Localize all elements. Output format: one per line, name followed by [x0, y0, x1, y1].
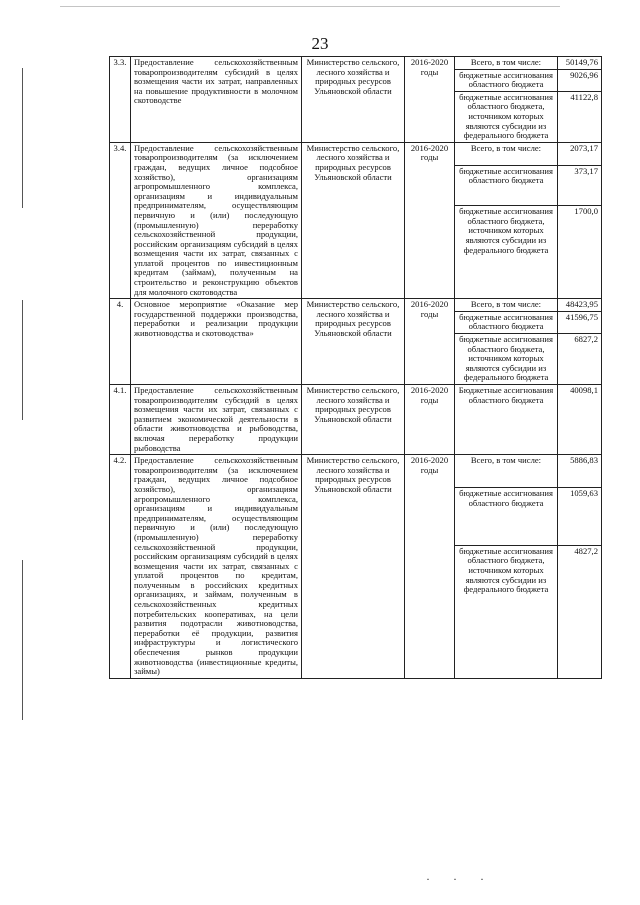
measure-description: Предоставление сельскохозяйственным товаропроизводителям (за исключением граждан, ведущих личное подсобное хозяйство), организациям агропромышленного комплекса, организациям и индивидуальным предпринимателям, осуществляющим первичную и (или) последующую (промышленную) переработку сельскохозяйственной продукции, российским организациям субсидий в целях возмещения части их затрат, связанных с уплатой процентов по инвестиционным кредитам (займам), полученным на строительство и реконструкцию объектов для молочного скотоводства — [131, 142, 302, 299]
table-row — [110, 142, 602, 165]
measure-period: 2016-2020 годы — [405, 57, 455, 143]
measure-description: Предоставление сельскохозяйственным товаропроизводителям субсидий в целях возмещения части их затрат, направленных на повышение продуктивности в молочном скотоводстве — [131, 57, 302, 143]
funding-amount: 41122,8 — [558, 91, 602, 142]
measure-period: 2016-2020 годы — [405, 455, 455, 679]
scan-edge-mark — [22, 560, 23, 720]
measure-number: 4. — [110, 299, 131, 385]
measure-description: Предоставление сельскохозяйственным товаропроизводителям (за исключением граждан, ведущих личное подсобное хозяйство), организациям агропромышленного комплекса, организациям и индивидуальным предпринимателям, осуществляющим первичную и (или) последующую (промышленную) переработку сельскохозяйственной продукции, российским организациям субсидий в целях возмещения части их затрат, связанных с уплатой процентов по кредитам, полученным в российских кредитных организациях, и займам, полученным в сельскохозяйственных кредитных потребительских кооперативах, на цели развития подотрасли животноводства, переработки её продукции, развития инфраструктуры и логистического обеспечения рынков продукции животноводства (инвестиционные кредиты, займы) — [131, 455, 302, 679]
scan-dots: · · · — [426, 872, 494, 886]
measure-period: 2016-2020 годы — [405, 385, 455, 455]
funding-amount: 4827,2 — [558, 545, 602, 678]
funding-amount: 50149,76 — [558, 57, 602, 70]
funding-amount: 5886,83 — [558, 455, 602, 488]
measure-description: Основное мероприятие «Оказание мер государственной поддержки производства, переработки и реализации продукции животноводства и скотоводства» — [131, 299, 302, 385]
funding-amount: 1059,63 — [558, 488, 602, 546]
funding-amount: 1700,0 — [558, 206, 602, 299]
funding-source: бюджетные ассигнования областного бюджета — [455, 488, 558, 546]
scan-edge-mark — [22, 300, 23, 420]
measure-period: 2016-2020 годы — [405, 142, 455, 299]
table-row — [110, 299, 602, 312]
funding-amount: 373,17 — [558, 165, 602, 205]
measure-period: 2016-2020 годы — [405, 299, 455, 385]
funding-source: Бюджетные ассигнования областного бюджета — [455, 385, 558, 455]
funding-source: Всего, в том числе: — [455, 57, 558, 70]
funding-amount: 41596,75 — [558, 311, 602, 333]
table-row — [110, 57, 602, 70]
funding-source: бюджетные ассигнования областного бюджета — [455, 69, 558, 91]
measure-number: 3.3. — [110, 57, 131, 143]
page-number: 23 — [311, 34, 329, 53]
table-row — [110, 385, 602, 455]
measure-executor: Министерство сельского, лесного хозяйства и природных ресурсов Ульяновской области — [302, 299, 405, 385]
funding-amount: 6827,2 — [558, 334, 602, 385]
scan-edge-mark — [22, 68, 23, 208]
table-row — [110, 455, 602, 488]
funding-source: Всего, в том числе: — [455, 299, 558, 312]
measure-description: Предоставление сельскохозяйственным товаропроизводителям субсидий в целях возмещения части их затрат, связанных с развитием экономической деятельности в области животноводства и рыбоводства, включая переработку продукции рыбоводства — [131, 385, 302, 455]
funding-source: Всего, в том числе: — [455, 142, 558, 165]
funding-source: бюджетные ассигнования областного бюджета — [455, 165, 558, 205]
funding-amount: 40098,1 — [558, 385, 602, 455]
funding-amount: 2073,17 — [558, 142, 602, 165]
measure-executor: Министерство сельского, лесного хозяйства и природных ресурсов Ульяновской области — [302, 57, 405, 143]
measure-executor: Министерство сельского, лесного хозяйства и природных ресурсов Ульяновской области — [302, 142, 405, 299]
funding-amount: 9026,96 — [558, 69, 602, 91]
funding-source: Всего, в том числе: — [455, 455, 558, 488]
funding-source: бюджетные ассигнования областного бюджета, источником которых являются субсидии из федерального бюджета — [455, 545, 558, 678]
measure-number: 4.2. — [110, 455, 131, 679]
funding-source: бюджетные ассигнования областного бюджета — [455, 311, 558, 333]
scan-edge-mark — [60, 6, 560, 7]
measures-table — [109, 56, 602, 679]
measure-executor: Министерство сельского, лесного хозяйства и природных ресурсов Ульяновской области — [302, 385, 405, 455]
measure-executor: Министерство сельского, лесного хозяйства и природных ресурсов Ульяновской области — [302, 455, 405, 679]
measure-number: 3.4. — [110, 142, 131, 299]
funding-source: бюджетные ассигнования областного бюджета, источником которых являются субсидии из федерального бюджета — [455, 91, 558, 142]
funding-source: бюджетные ассигнования областного бюджета, источником которых являются субсидии из федерального бюджета — [455, 206, 558, 299]
funding-source: бюджетные ассигнования областного бюджета, источником которых являются субсидии из федерального бюджета — [455, 334, 558, 385]
measure-number: 4.1. — [110, 385, 131, 455]
funding-amount: 48423,95 — [558, 299, 602, 312]
